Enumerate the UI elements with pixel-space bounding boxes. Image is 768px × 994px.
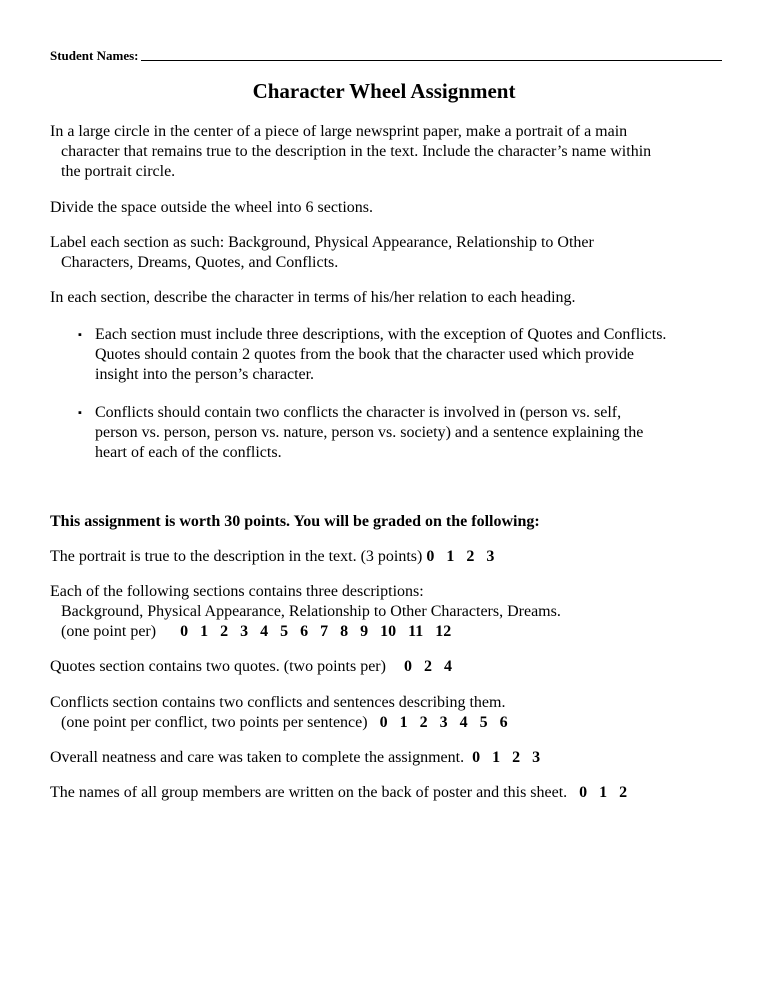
bullet-marker-icon: ▪	[78, 329, 82, 341]
score-options: 0 2 4	[403, 658, 452, 675]
criterion-text: Background, Physical Appearance, Relationship to Other Characters, Dreams.	[61, 603, 561, 620]
criterion-sections	[50, 582, 740, 642]
student-names-row	[50, 44, 722, 64]
criterion-neatness	[50, 748, 740, 768]
bullet-line: Quotes should contain 2 quotes from the book that the character used which provide	[95, 346, 634, 363]
bullet-item	[78, 403, 738, 463]
bullet-marker-icon: ▪	[78, 407, 82, 419]
score-options: 0 1 2 3 4 5 6	[379, 714, 508, 731]
grading-heading: This assignment is worth 30 points. You will be graded on the following:	[50, 513, 540, 530]
score-options: 0 1 2	[579, 784, 628, 801]
criterion-conflicts	[50, 693, 740, 733]
student-names-label: Student Names:	[50, 48, 139, 63]
criterion-text: (one point per)	[61, 623, 157, 640]
describe-paragraph: In each section, describe the character in terms of his/her relation to each heading.	[50, 289, 576, 306]
criterion-text: Conflicts section contains two conflicts and sentences describing them.	[50, 694, 506, 711]
criterion-detail-row	[50, 622, 740, 642]
bullet-line: person vs. person, person vs. nature, person vs. society) and a sentence explaining the	[95, 424, 644, 441]
criterion-portrait	[50, 547, 740, 567]
criterion-text: Overall neatness and care was taken to complete the assignment.	[50, 749, 465, 766]
criterion-quotes	[50, 657, 740, 677]
criterion-text: Quotes section contains two quotes. (two points per)	[50, 658, 386, 675]
divide-paragraph: Divide the space outside the wheel into 6 sections.	[50, 199, 374, 216]
criterion-names	[50, 783, 740, 803]
intro-line-3: the portrait circle.	[61, 163, 176, 180]
label-line-2: Characters, Dreams, Quotes, and Conflicts.	[61, 254, 339, 271]
criterion-text: The names of all group members are written on the back of poster and this sheet.	[50, 784, 568, 801]
score-options: 0 1 2 3	[426, 548, 495, 565]
criterion-text: Each of the following sections contains three descriptions:	[50, 583, 424, 600]
student-names-blank-line	[141, 46, 722, 61]
bullet-line: heart of each of the conflicts.	[95, 444, 282, 461]
criterion-text: (one point per conflict, two points per sentence)	[61, 714, 368, 731]
score-options: 0 1 2 3	[472, 749, 541, 766]
bullet-line: Conflicts should contain two conflicts the character is involved in (person vs. self,	[95, 404, 622, 421]
score-options: 0 1 2 3 4 5 6 7 8 9 10 11 12	[180, 623, 452, 640]
criterion-text: The portrait is true to the description in the text. (3 points)	[50, 548, 423, 565]
bullet-item	[78, 325, 738, 385]
bullet-line: Each section must include three descriptions, with the exception of Quotes and Conflicts.	[95, 326, 667, 343]
criterion-detail-row	[50, 713, 740, 733]
label-paragraph	[50, 233, 740, 273]
intro-line-2: character that remains true to the description in the text. Include the character’s name within	[61, 143, 652, 160]
bullet-line: insight into the person’s character.	[95, 366, 315, 383]
label-line-1: Label each section as such: Background, Physical Appearance, Relationship to Other	[50, 234, 594, 251]
page-title: Character Wheel Assignment	[252, 79, 516, 103]
intro-paragraph	[50, 122, 740, 182]
intro-line-1: In a large circle in the center of a piece of large newsprint paper, make a portrait of a main	[50, 123, 628, 140]
